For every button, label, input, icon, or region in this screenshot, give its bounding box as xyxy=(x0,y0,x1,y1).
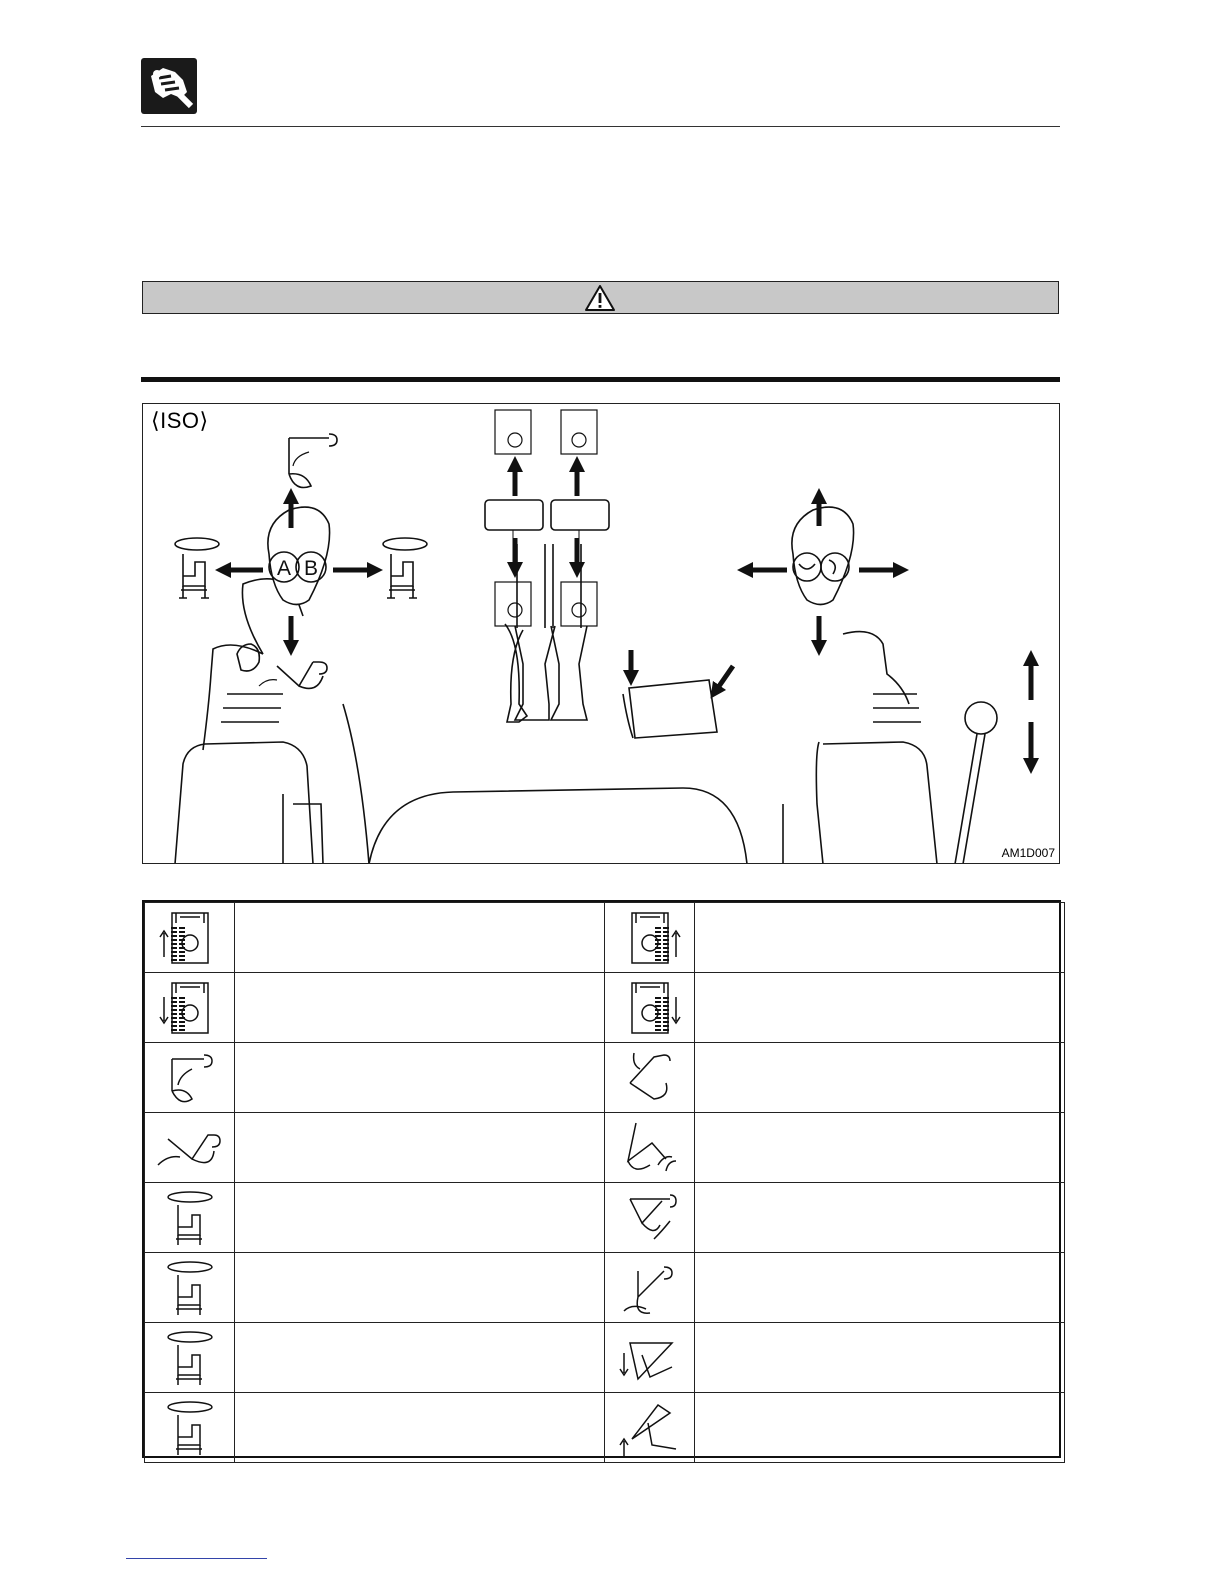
legend-icon-cell xyxy=(605,903,695,973)
blade-up-icon xyxy=(614,1397,686,1459)
legend-row xyxy=(145,1113,1065,1183)
boom-swing-right-icon xyxy=(154,1397,226,1459)
legend-description-cell xyxy=(235,1323,605,1393)
legend-icon-cell xyxy=(145,903,235,973)
knob-label-a: A xyxy=(276,557,292,580)
travel-levers xyxy=(485,500,609,722)
left-joystick xyxy=(268,507,330,604)
legend-description-cell xyxy=(695,973,1065,1043)
arm-out-figure-icon xyxy=(289,434,337,488)
legend-icon-cell xyxy=(605,973,695,1043)
figure-code: AM1D007 xyxy=(1001,846,1055,860)
legend-description-cell xyxy=(695,1183,1065,1253)
warning-bar xyxy=(142,281,1059,314)
legend-description-cell xyxy=(695,1323,1065,1393)
swing-left-icon xyxy=(154,1257,226,1319)
legend-icon-cell xyxy=(145,973,235,1043)
figure-label: ⟨ISO⟩ xyxy=(151,408,209,433)
legend-description-cell xyxy=(235,1113,605,1183)
swing-right-figure-icon xyxy=(383,538,427,598)
right-crawler-reverse-icon xyxy=(614,977,686,1039)
cab-floor xyxy=(369,788,747,864)
swing-right-icon xyxy=(154,1187,226,1249)
arm-in-figure-icon xyxy=(259,662,327,688)
legend-description-cell xyxy=(695,1253,1065,1323)
control-levers-illustration xyxy=(142,403,1060,864)
bucket-dump-icon xyxy=(614,1257,686,1319)
legend-row xyxy=(145,903,1065,973)
legend-description-cell xyxy=(235,903,605,973)
legend-icon-cell xyxy=(605,1393,695,1463)
legend-description-cell xyxy=(235,1253,605,1323)
legend-icon-cell xyxy=(605,1323,695,1393)
right-joystick xyxy=(792,507,854,604)
header-rule xyxy=(141,126,1060,127)
left-console xyxy=(175,579,369,864)
legend-row xyxy=(145,1323,1065,1393)
arm-out-icon xyxy=(154,1047,226,1109)
legend-description-cell xyxy=(235,1043,605,1113)
legend-icon-cell xyxy=(145,1393,235,1463)
bucket-dig-icon xyxy=(614,1187,686,1249)
warning-triangle-icon xyxy=(584,284,616,312)
legend-icon-cell xyxy=(605,1253,695,1323)
legend-row xyxy=(145,1253,1065,1323)
legend-description-cell xyxy=(695,1393,1065,1463)
boom-swing-left-icon xyxy=(154,1327,226,1389)
legend-row xyxy=(145,1393,1065,1463)
arm-in-icon xyxy=(154,1117,226,1179)
legend-icon-cell xyxy=(145,1323,235,1393)
legend-description-cell xyxy=(695,1113,1065,1183)
operator-hand-icon xyxy=(141,58,197,114)
blade-down-icon xyxy=(614,1327,686,1389)
legend-icon-cell xyxy=(145,1253,235,1323)
left-crawler-reverse-icon xyxy=(154,977,226,1039)
section-rule xyxy=(141,377,1060,382)
legend-row xyxy=(145,1183,1065,1253)
legend-icon-cell xyxy=(605,1183,695,1253)
left-crawler-forward-icon xyxy=(154,907,226,969)
legend-icon-cell xyxy=(145,1183,235,1253)
legend-table xyxy=(142,900,1061,1458)
legend-row xyxy=(145,973,1065,1043)
boom-up-icon xyxy=(614,1117,686,1179)
lock-lever xyxy=(955,702,997,864)
swing-left-figure-icon xyxy=(175,538,219,598)
legend-row xyxy=(145,1043,1065,1113)
legend-icon-cell xyxy=(605,1043,695,1113)
right-crawler-forward-icon xyxy=(614,907,686,969)
footer-underline xyxy=(126,1558,267,1559)
legend-icon-cell xyxy=(145,1113,235,1183)
knob-label-b: B xyxy=(303,557,319,580)
legend-description-cell xyxy=(235,1183,605,1253)
legend-description-cell xyxy=(235,973,605,1043)
legend-description-cell xyxy=(695,1043,1065,1113)
legend-icon-cell xyxy=(605,1113,695,1183)
blade-pedal xyxy=(623,680,717,738)
right-console xyxy=(783,632,937,864)
legend-description-cell xyxy=(695,903,1065,973)
boom-down-icon xyxy=(614,1047,686,1109)
legend-icon-cell xyxy=(145,1043,235,1113)
legend-description-cell xyxy=(235,1393,605,1463)
